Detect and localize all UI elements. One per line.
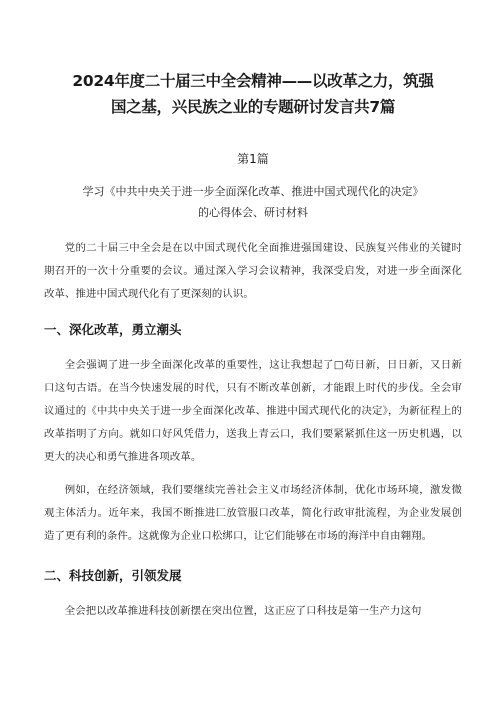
chapter-label: 第1篇 [237,152,269,166]
section-1-paragraph-1: 全会强调了进一步全面深化改革的重要性，这让我想起了□苟日新，日日新，又日新口这句古语。在当今快速发展的时代，只有不断改革创新，才能跟上时代的步伐。全会审议通过的《中共中央关于进一步全面深化改革、推进中国式现代化的决定》，为新征程上的改革指明了方向。就如口好风凭借力，送我上青云口，我们要紧紧抓住这一历史机遇，以更大的决心和勇气推进各项改革。 [44,359,462,463]
document-title [44,68,462,120]
intro-paragraph: 党的二十届三中全会是在以中国式现代化全面推进强国建设、民族复兴伟业的关键时期召开的一次十分重要的会议。通过深入学习会议精神，我深受启发，对进一步全面深化改革、推进中国式现代化有了更深刻的认识。 [44,242,462,300]
section-2-heading: 二、科技创新，引领发展 [44,568,182,583]
title-line-2: 国之基，兴民族之业的专题研讨发言共7篇 [110,98,396,116]
paragraph-gap [44,469,462,479]
title-line-1: 2024年度二十届三中全会精神——以改革之力，筑强 [72,72,434,90]
subtitle-line-1: 学习《中共中央关于进一步全面深化改革、推进中国式现代化的决定》 [82,185,424,198]
section-1-heading: 一、深化改革，勇立潮头 [44,322,182,337]
section-2-paragraph-1: 全会把以改革推进科技创新摆在突出位置，这正应了口科技是第一生产力这句 [64,605,422,617]
subtitle-line-2: 的心得体会、研讨材料 [198,206,308,219]
article-subtitle [44,181,462,223]
section-1-paragraph-2: 例如，在经济领域，我们要继续完善社会主义市场经济体制，优化市场环境，激发微观主体活力。近年来，我国不断推进匚放管服口改革，简化行政审批流程，为企业发展创造了更有利的条件。这就像为企业口松绑口，让它们能够在市场的海洋中自由翱翔。 [44,484,462,542]
